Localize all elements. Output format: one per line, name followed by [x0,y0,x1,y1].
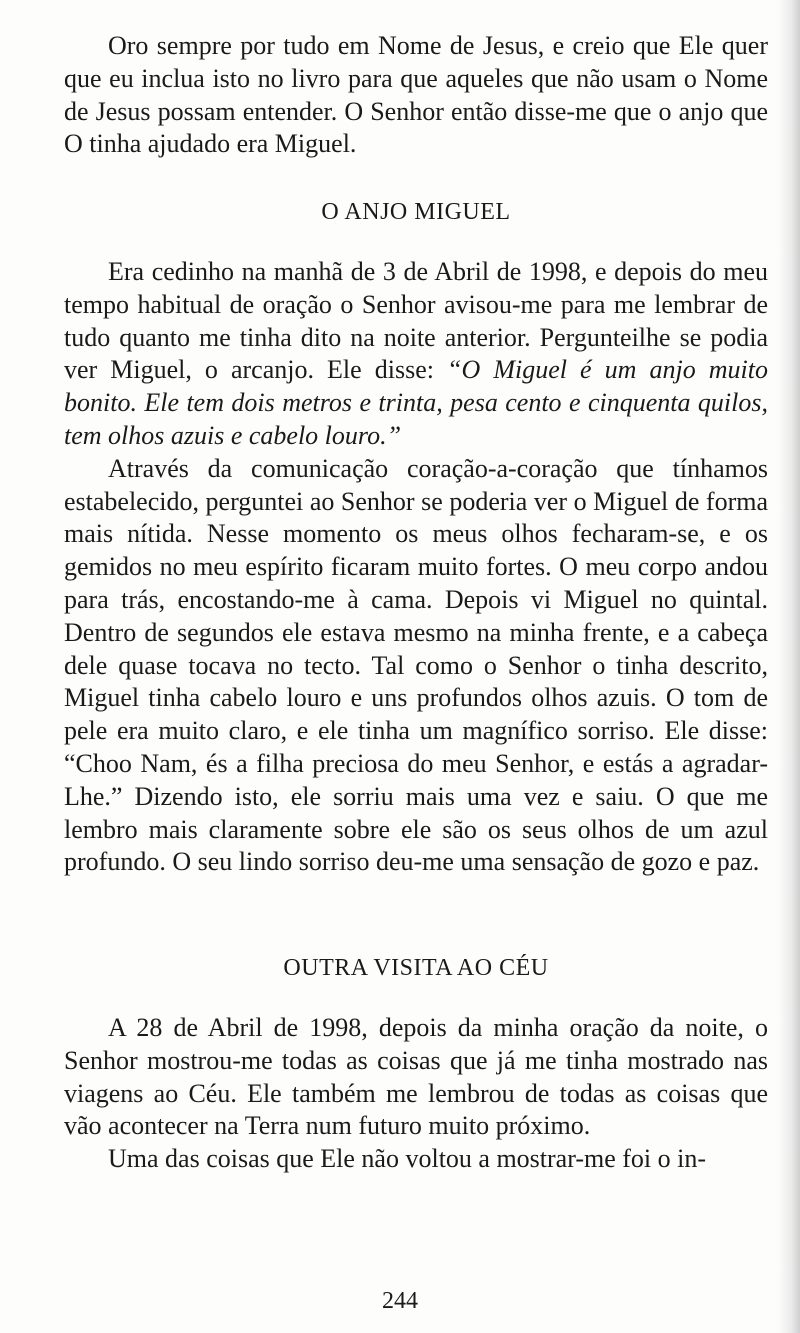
paragraph-miguel-vision: Através da comunicação coração-a-coração que tínhamos estabelecido, perguntei ao Senhor se poderia ver o Miguel de forma mais nítida. Nesse momento os meus olhos fecharam-se, e os gemidos no meu espírito ficaram muito fortes. O meu corpo andou para trás, encostando-me à cama. Depois vi Miguel no quintal. Dentro de segundos ele estava mesmo na minha frente, e a cabeça dele quase tocava no tecto. Tal como o Senhor o tinha descrito, Miguel tinha cabelo louro e uns profundos olhos azuis. O tom de pele era muito claro, e ele tinha um magnífico sorriso. Ele disse: “Choo Nam, és a filha preciosa do meu Senhor, e estás a agradar-Lhe.” Dizendo isto, ele sorriu mais uma vez e saiu. O que me lembro mais claramente sobre ele são os seus olhos de um azul profundo. O seu lindo sorriso deu-me uma sensação de gozo e paz. [64,453,768,877]
section-heading-2 [64,952,768,985]
paragraph-miguel-intro [64,256,768,453]
paragraph-visita: A 28 de Abril de 1998, depois da minha oração da noite, o Senhor mostrou-me todas as coisas que já me tinha mostrado nas viagens ao Céu. Ele também me lembrou de todas as coisas que vão acontecer na Terra num futuro muito próximo. [64,1013,768,1141]
paragraph-continuation: Uma das coisas que Ele não voltou a mostrar-me foi o in- [108,1144,707,1174]
section-heading-1 [64,196,768,229]
paragraph-miguel-quote: “O Miguel é um anjo muito bonito. Ele tem dois metros e trinta, pesa cento e cinquenta quilos, tem olhos azuis e cabelo louro.” [64,355,768,450]
page-gutter-shadow [778,0,800,1333]
heading-o-anjo-miguel: O ANJO MIGUEL [321,199,511,225]
page-number: 244 [382,1288,418,1314]
paragraph-miguel-intro-text: Era cedinho na manhã de 3 de Abril de 1998, e depois do meu tempo habitual de oração o Senhor avisou-me para me lembrar de tudo quanto me tinha dito na noite anterior. Pergunteilhe se podia ver Miguel, o arcanjo. Ele disse: [64,257,768,385]
heading-outra-visita-ao-ceu: OUTRA VISITA AO CÉU [283,955,549,981]
section-outra-visita [64,1012,768,1176]
section-o-anjo-miguel [64,256,768,879]
section-intro [64,30,768,161]
paragraph-intro: Oro sempre por tudo em Nome de Jesus, e creio que Ele quer que eu inclua isto no livro para que aqueles que não usam o Nome de Jesus possam entender. O Senhor então disse-me que o anjo que O tinha ajudado era Miguel. [64,31,768,159]
